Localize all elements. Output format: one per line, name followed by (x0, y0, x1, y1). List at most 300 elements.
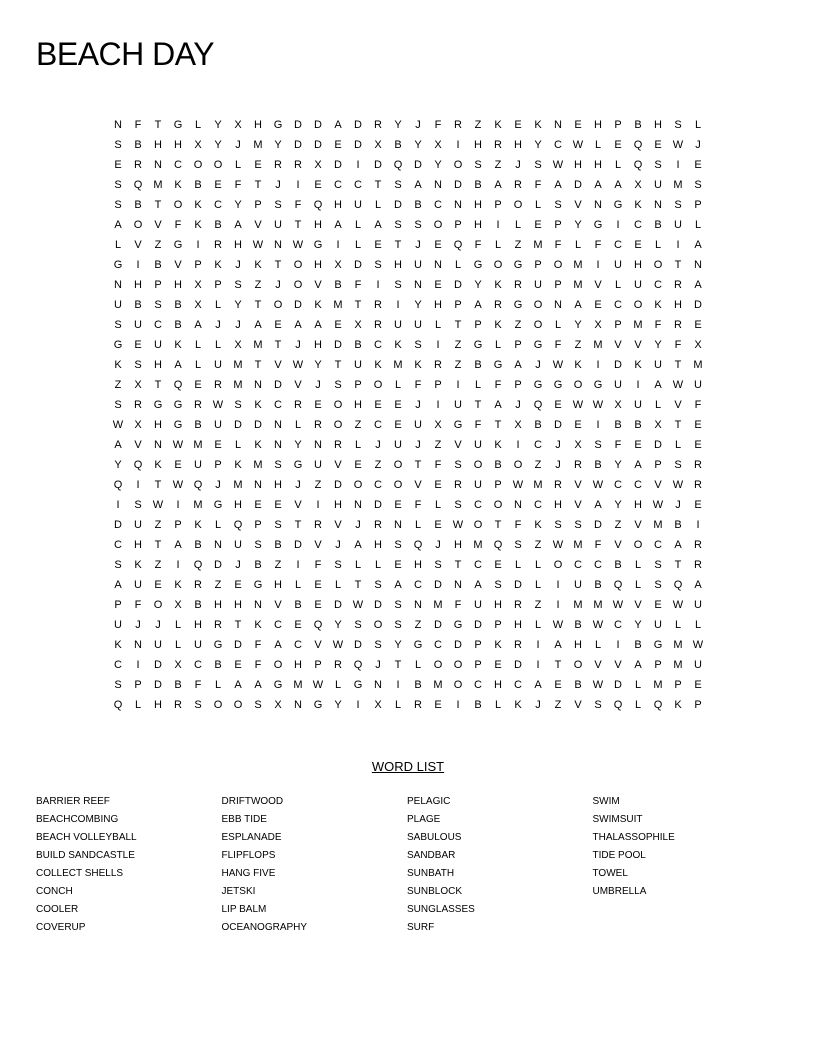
grid-letter: U (394, 319, 402, 331)
grid-letter: E (174, 459, 182, 471)
grid-letter: J (235, 139, 241, 151)
grid-letter: N (114, 279, 122, 291)
word-list-item: PLAGE (407, 814, 441, 825)
grid-letter: Y (114, 459, 122, 471)
word-list-item: TIDE POOL (592, 850, 646, 861)
grid-letter: E (574, 119, 582, 131)
grid-row (108, 455, 708, 475)
word-list-item: LIP BALM (221, 904, 267, 915)
grid-letter: A (614, 179, 622, 191)
grid-letter: A (574, 299, 582, 311)
grid-letter: C (474, 559, 482, 571)
grid-letter: G (273, 679, 283, 691)
grid-letter: X (374, 139, 382, 151)
grid-letter: S (234, 399, 242, 411)
grid-letter: P (134, 679, 142, 691)
grid-letter: T (254, 179, 262, 191)
word-list-item: DRIFTWOOD (221, 796, 284, 807)
grid-letter: G (213, 499, 223, 511)
grid-letter: E (314, 179, 322, 191)
grid-letter: N (554, 119, 562, 131)
grid-letter: L (634, 679, 642, 691)
grid-letter: K (514, 699, 522, 711)
grid-letter: L (654, 239, 662, 251)
grid-letter: U (694, 659, 702, 671)
grid-letter: R (574, 459, 582, 471)
grid-letter: Z (274, 559, 282, 571)
grid-letter: T (154, 539, 162, 551)
grid-letter: Z (414, 619, 422, 631)
grid-letter: J (555, 459, 561, 471)
grid-letter: F (494, 379, 502, 391)
grid-letter: R (514, 179, 522, 191)
grid-letter: E (594, 299, 602, 311)
grid-letter: G (313, 239, 323, 251)
grid-letter: M (673, 639, 683, 651)
grid-letter: M (233, 479, 243, 491)
grid-letter: W (652, 499, 664, 511)
grid-letter: R (294, 399, 302, 411)
grid-letter: C (434, 639, 442, 651)
grid-letter: W (592, 479, 604, 491)
grid-letter: E (554, 679, 562, 691)
grid-letter: D (334, 599, 342, 611)
grid-row (108, 495, 708, 515)
grid-letter: G (313, 699, 323, 711)
grid-letter: O (553, 259, 563, 271)
grid-letter: J (415, 239, 421, 251)
grid-letter: S (274, 519, 282, 531)
grid-letter: A (114, 439, 122, 451)
grid-letter: H (154, 699, 162, 711)
grid-letter: B (194, 599, 202, 611)
grid-letter: D (594, 519, 602, 531)
grid-letter: H (134, 279, 142, 291)
grid-letter: P (474, 659, 482, 671)
grid-letter: W (552, 159, 564, 171)
grid-letter: A (354, 539, 362, 551)
grid-letter: L (114, 239, 122, 251)
grid-letter: B (274, 539, 282, 551)
grid-letter: R (314, 419, 322, 431)
grid-letter: E (494, 659, 502, 671)
grid-letter: K (194, 199, 202, 211)
grid-letter: B (174, 299, 182, 311)
grid-letter: F (594, 539, 602, 551)
grid-letter: B (634, 119, 642, 131)
grid-letter: L (494, 339, 502, 351)
grid-letter: U (314, 459, 322, 471)
grid-letter: G (173, 399, 183, 411)
grid-letter: R (514, 639, 522, 651)
word-list-column (593, 793, 779, 937)
grid-letter: K (394, 339, 402, 351)
grid-letter: L (354, 239, 362, 251)
grid-letter: Y (294, 439, 302, 451)
grid-letter: E (434, 479, 442, 491)
grid-letter: T (494, 519, 502, 531)
grid-letter: C (474, 499, 482, 511)
grid-letter: Z (614, 519, 622, 531)
grid-letter: G (513, 259, 523, 271)
grid-letter: I (356, 699, 360, 711)
grid-letter: C (534, 439, 542, 451)
grid-letter: S (594, 439, 602, 451)
grid-letter: V (574, 199, 582, 211)
grid-letter: E (294, 619, 302, 631)
grid-letter: F (314, 559, 322, 571)
grid-letter: H (354, 399, 362, 411)
grid-letter: N (654, 199, 662, 211)
grid-letter: C (594, 559, 602, 571)
grid-letter: U (154, 639, 162, 651)
grid-letter: R (174, 699, 182, 711)
grid-letter: S (574, 519, 582, 531)
grid-letter: D (214, 559, 222, 571)
grid-letter: A (534, 679, 542, 691)
grid-letter: B (134, 299, 142, 311)
grid-letter: N (414, 279, 422, 291)
grid-letter: F (454, 599, 462, 611)
grid-letter: N (434, 179, 442, 191)
grid-letter: B (654, 219, 662, 231)
grid-letter: G (273, 119, 283, 131)
grid-letter: T (154, 119, 162, 131)
grid-letter: O (333, 419, 343, 431)
grid-letter: L (514, 559, 522, 571)
grid-letter: B (174, 679, 182, 691)
grid-letter: X (274, 699, 282, 711)
grid-letter: G (533, 339, 543, 351)
grid-letter: U (674, 219, 682, 231)
word-list-item: COOLER (36, 904, 79, 915)
grid-letter: I (296, 179, 300, 191)
grid-letter: W (352, 599, 364, 611)
grid-letter: J (155, 619, 161, 631)
grid-letter: P (694, 699, 702, 711)
grid-letter: A (634, 659, 642, 671)
grid-letter: D (354, 639, 362, 651)
grid-letter: C (574, 559, 582, 571)
grid-letter: X (194, 279, 202, 291)
grid-letter: N (274, 419, 282, 431)
grid-letter: W (672, 479, 684, 491)
grid-letter: R (514, 279, 522, 291)
grid-letter: R (554, 479, 562, 491)
grid-letter: J (315, 379, 321, 391)
grid-letter: K (374, 359, 382, 371)
grid-letter: D (294, 139, 302, 151)
grid-letter: W (552, 539, 564, 551)
grid-letter: Q (233, 519, 243, 531)
grid-letter: N (514, 499, 522, 511)
grid-letter: O (393, 479, 403, 491)
grid-letter: E (694, 159, 702, 171)
word-list-item: EBB TIDE (221, 814, 267, 825)
grid-letter: A (594, 499, 602, 511)
grid-letter: J (415, 119, 421, 131)
grid-letter: X (574, 439, 582, 451)
grid-letter: P (174, 519, 182, 531)
grid-letter: D (334, 339, 342, 351)
grid-letter: E (194, 379, 202, 391)
grid-letter: S (374, 579, 382, 591)
grid-letter: W (172, 439, 184, 451)
grid-letter: B (614, 559, 622, 571)
grid-letter: A (654, 379, 662, 391)
grid-letter: K (114, 359, 122, 371)
grid-letter: E (394, 419, 402, 431)
grid-letter: V (614, 659, 622, 671)
grid-letter: Z (214, 579, 222, 591)
grid-letter: H (234, 599, 242, 611)
grid-letter: A (694, 239, 702, 251)
grid-letter: P (494, 199, 502, 211)
grid-letter: S (554, 519, 562, 531)
grid-letter: A (374, 219, 382, 231)
grid-letter: B (394, 139, 402, 151)
grid-letter: A (494, 179, 502, 191)
grid-letter: E (254, 499, 262, 511)
grid-letter: S (354, 619, 362, 631)
grid-letter: E (654, 599, 662, 611)
grid-letter: H (154, 359, 162, 371)
grid-letter: D (294, 539, 302, 551)
grid-letter: C (614, 619, 622, 631)
grid-letter: S (674, 459, 682, 471)
grid-letter: O (393, 459, 403, 471)
grid-letter: X (234, 119, 242, 131)
grid-letter: Y (634, 619, 642, 631)
word-list-item: SANDBAR (407, 850, 456, 861)
grid-letter: U (274, 219, 282, 231)
grid-letter: Z (554, 699, 562, 711)
grid-letter: A (474, 299, 482, 311)
grid-letter: H (474, 199, 482, 211)
grid-letter: R (454, 479, 462, 491)
grid-letter: S (474, 159, 482, 171)
grid-letter: W (552, 359, 564, 371)
grid-letter: B (294, 599, 302, 611)
grid-letter: K (194, 219, 202, 231)
grid-letter: F (674, 339, 682, 351)
word-list-item: SABULOUS (407, 832, 462, 843)
grid-letter: S (654, 579, 662, 591)
grid-letter: S (654, 159, 662, 171)
grid-row (108, 655, 708, 675)
grid-letter: Z (534, 459, 542, 471)
grid-letter: T (334, 359, 342, 371)
grid-letter: A (234, 679, 242, 691)
grid-letter: W (572, 399, 584, 411)
grid-row (108, 255, 708, 275)
grid-row (108, 615, 708, 635)
grid-letter: Y (534, 139, 542, 151)
grid-letter: T (274, 259, 282, 271)
grid-letter: E (274, 319, 282, 331)
grid-letter: T (674, 419, 682, 431)
grid-letter: V (614, 339, 622, 351)
grid-letter: S (454, 459, 462, 471)
grid-letter: B (154, 259, 162, 271)
grid-letter: G (113, 259, 123, 271)
grid-letter: P (494, 619, 502, 631)
grid-letter: Z (514, 319, 522, 331)
word-list-item: SWIM (592, 796, 620, 807)
grid-letter: V (314, 539, 322, 551)
grid-letter: L (514, 219, 522, 231)
grid-letter: L (534, 579, 542, 591)
grid-letter: N (414, 599, 422, 611)
grid-letter: M (253, 339, 263, 351)
grid-letter: H (314, 219, 322, 231)
grid-letter: V (454, 439, 462, 451)
grid-letter: W (212, 399, 224, 411)
grid-letter: A (554, 179, 562, 191)
grid-letter: Y (334, 619, 342, 631)
grid-letter: S (194, 699, 202, 711)
grid-letter: W (552, 619, 564, 631)
grid-letter: F (294, 199, 302, 211)
grid-letter: Y (474, 279, 482, 291)
grid-letter: G (213, 639, 223, 651)
grid-letter: P (694, 199, 702, 211)
grid-letter: D (434, 619, 442, 631)
grid-letter: D (334, 159, 342, 171)
grid-row (108, 295, 708, 315)
grid-letter: C (614, 239, 622, 251)
grid-letter: A (174, 539, 182, 551)
grid-row (108, 355, 708, 375)
word-list-item: COLLECT SHELLS (36, 868, 124, 879)
grid-letter: I (176, 559, 180, 571)
grid-letter: I (596, 259, 600, 271)
grid-letter: N (454, 199, 462, 211)
word-list-item: TOWEL (592, 868, 628, 879)
grid-letter: S (274, 199, 282, 211)
grid-letter: Z (354, 419, 362, 431)
grid-letter: O (573, 379, 583, 391)
grid-letter: W (292, 239, 304, 251)
grid-letter: C (374, 419, 382, 431)
grid-letter: Y (414, 299, 422, 311)
grid-letter: J (275, 279, 281, 291)
grid-letter: L (214, 299, 222, 311)
grid-letter: E (234, 579, 242, 591)
grid-letter: H (134, 539, 142, 551)
grid-letter: A (394, 579, 402, 591)
grid-letter: S (554, 199, 562, 211)
grid-letter: E (694, 419, 702, 431)
grid-letter: M (573, 539, 583, 551)
grid-letter: O (533, 299, 543, 311)
grid-letter: E (374, 239, 382, 251)
grid-letter: H (214, 599, 222, 611)
grid-letter: N (314, 439, 322, 451)
grid-letter: Z (454, 339, 462, 351)
grid-letter: T (394, 239, 402, 251)
grid-letter: M (573, 279, 583, 291)
grid-letter: M (633, 319, 643, 331)
grid-letter: S (114, 399, 122, 411)
grid-letter: H (274, 579, 282, 591)
grid-letter: U (694, 379, 702, 391)
grid-letter: K (534, 519, 542, 531)
grid-letter: N (694, 259, 702, 271)
grid-letter: L (214, 339, 222, 351)
grid-letter: X (194, 299, 202, 311)
grid-letter: I (136, 479, 140, 491)
grid-letter: I (496, 219, 500, 231)
grid-letter: L (334, 679, 342, 691)
grid-letter: L (174, 619, 182, 631)
grid-letter: C (434, 199, 442, 211)
grid-letter: E (314, 579, 322, 591)
grid-letter: C (214, 199, 222, 211)
grid-letter: B (674, 519, 682, 531)
grid-letter: E (314, 399, 322, 411)
grid-row (108, 695, 708, 715)
grid-letter: H (514, 139, 522, 151)
grid-letter: G (593, 219, 603, 231)
grid-letter: H (174, 279, 182, 291)
grid-letter: S (154, 299, 162, 311)
grid-letter: G (473, 339, 483, 351)
grid-letter: D (314, 139, 322, 151)
grid-letter: K (174, 339, 182, 351)
grid-letter: U (194, 459, 202, 471)
grid-letter: R (674, 319, 682, 331)
grid-letter: H (474, 139, 482, 151)
grid-letter: H (654, 119, 662, 131)
grid-letter: N (394, 519, 402, 531)
grid-letter: S (334, 379, 342, 391)
grid-letter: H (334, 199, 342, 211)
grid-letter: W (612, 599, 624, 611)
grid-letter: O (273, 659, 283, 671)
grid-letter: D (114, 519, 122, 531)
grid-letter: U (474, 479, 482, 491)
grid-letter: O (173, 199, 183, 211)
grid-letter: N (374, 679, 382, 691)
word-list-item: JETSKI (221, 886, 256, 897)
grid-letter: Y (234, 299, 242, 311)
grid-letter: U (574, 579, 582, 591)
grid-letter: N (274, 239, 282, 251)
grid-letter: D (354, 259, 362, 271)
grid-letter: J (355, 519, 361, 531)
grid-letter: H (554, 499, 562, 511)
grid-letter: U (654, 619, 662, 631)
grid-letter: M (653, 679, 663, 691)
grid-letter: T (674, 359, 682, 371)
grid-letter: G (513, 299, 523, 311)
grid-letter: B (634, 419, 642, 431)
grid-letter: K (574, 359, 582, 371)
grid-letter: N (114, 119, 122, 131)
grid-letter: V (414, 479, 422, 491)
grid-letter: D (334, 479, 342, 491)
grid-letter: V (134, 439, 142, 451)
grid-letter: L (654, 399, 662, 411)
grid-letter: Y (274, 139, 282, 151)
grid-letter: R (334, 659, 342, 671)
grid-letter: N (214, 539, 222, 551)
grid-letter: T (454, 559, 462, 571)
grid-row (108, 635, 708, 655)
grid-letter: L (414, 519, 422, 531)
grid-letter: L (234, 439, 242, 451)
